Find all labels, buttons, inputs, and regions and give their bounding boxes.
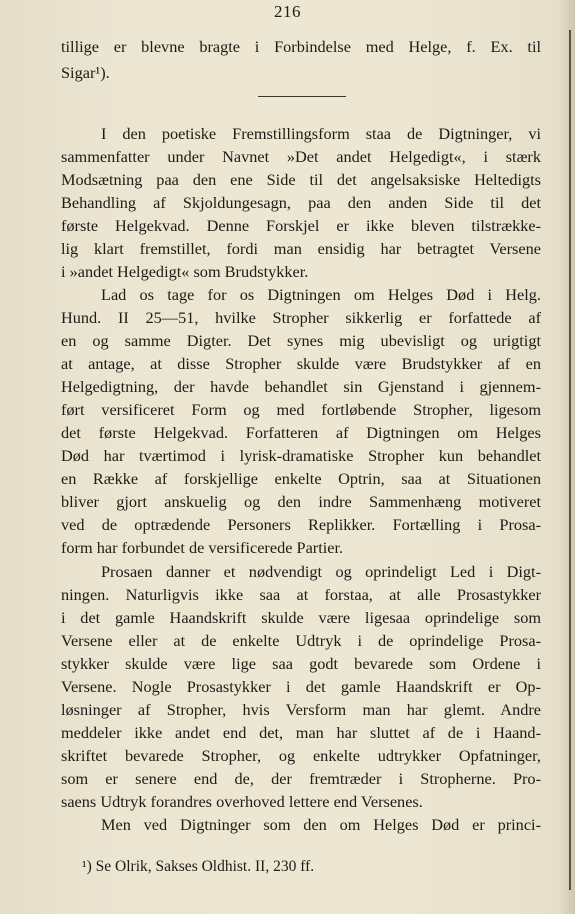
page-edge-line bbox=[569, 30, 571, 890]
text-line: Behandling af Skjoldungesagn, paa den anden Side til det bbox=[61, 193, 541, 212]
text-line: form har forbundet de versificerede Partier. bbox=[61, 538, 344, 557]
text-line: Versene. Nogle Prosastykker i det gamle Haandskrift er Op- bbox=[61, 677, 541, 696]
text-line: det første Helgekvad. Forfatteren af Digtningen om Helges bbox=[61, 423, 541, 442]
text-line: Helgedigtning, der havde behandlet sin Gjenstand i gjennem- bbox=[61, 377, 541, 396]
text-line: skriftet bevarede Stropher, og enkelte udtrykker Opfatninger, bbox=[61, 746, 541, 765]
text-line: ningen. Naturligvis ikke saa at forstaa, at alle Prosastykker bbox=[61, 585, 541, 604]
paragraph-first-line: I den poetiske Fremstillingsform staa de Digtninger, vi bbox=[101, 124, 541, 143]
text-line: løsninger af Stropher, hvis Versform man har glemt. Andre bbox=[61, 700, 541, 719]
text-line: saens Udtryk forandres overhoved lettere end Versenes. bbox=[61, 792, 423, 811]
text-line: at antage, at disse Stropher skulde være Brudstykker af en bbox=[61, 354, 541, 373]
text-line: ved de optrædende Personers Replikker. Fortælling i Prosa- bbox=[61, 515, 541, 534]
paragraph-first-line: Lad os tage for os Digtningen om Helges Død i Helg. bbox=[101, 285, 541, 304]
text-line: meddeler ikke andet end det, man har sluttet af de i Haand- bbox=[61, 723, 541, 742]
section-separator bbox=[258, 96, 346, 97]
text-line: Hund. II 25—51, hvilke Stropher sikkerlig er forfattede af bbox=[61, 308, 541, 327]
text-line: første Helgekvad. Denne Forskjel er ikke bleven tilstrække- bbox=[61, 216, 541, 235]
text-line: stykker skulde være lige saa godt bevarede som Ordene i bbox=[61, 654, 541, 673]
text-line: tillige er blevne bragte i Forbindelse med Helge, f. Ex. til bbox=[61, 37, 541, 56]
text-line: ført versificeret Form og med fortløbende Stropher, ligesom bbox=[61, 400, 541, 419]
text-line: som er senere end de, der fremtræder i Stropherne. Pro- bbox=[61, 769, 541, 788]
text-line: Sigar¹). bbox=[61, 63, 110, 82]
text-line: en og samme Digter. Det synes mig ubevisligt og urigtigt bbox=[61, 331, 541, 350]
text-line: i det gamle Haandskrift skulde være ligesaa oprindelige som bbox=[61, 608, 541, 627]
text-line: Modsætning paa den ene Side til det angelsaksiske Heltedigts bbox=[61, 170, 541, 189]
text-line: Død har tværtimod i lyrisk-dramatiske Stropher kun behandlet bbox=[61, 446, 541, 465]
text-line: i »andet Helgedigt« som Brudstykker. bbox=[61, 262, 309, 281]
text-line: en Række af forskjellige enkelte Optrin, saa at Situationen bbox=[61, 469, 541, 488]
paragraph-first-line: Men ved Digtninger som den om Helges Død er princi- bbox=[101, 815, 541, 834]
text-line: Versene eller at de enkelte Udtryk i de oprindelige Prosa- bbox=[61, 631, 541, 650]
text-line: lig klart fremstillet, fordi man ensidig har betragtet Versene bbox=[61, 239, 541, 258]
text-line: sammenfatter under Navnet »Det andet Helgedigt«, i stærk bbox=[61, 147, 541, 166]
page-number: 216 bbox=[274, 2, 301, 21]
paragraph-first-line: Prosaen danner et nødvendigt og oprindeligt Led i Digt- bbox=[101, 562, 541, 581]
footnote: ¹) Se Olrik, Sakses Oldhist. II, 230 ff. bbox=[82, 858, 315, 875]
text-line: bliver gjort anskuelig og den indre Sammenhæng motiveret bbox=[61, 492, 541, 511]
